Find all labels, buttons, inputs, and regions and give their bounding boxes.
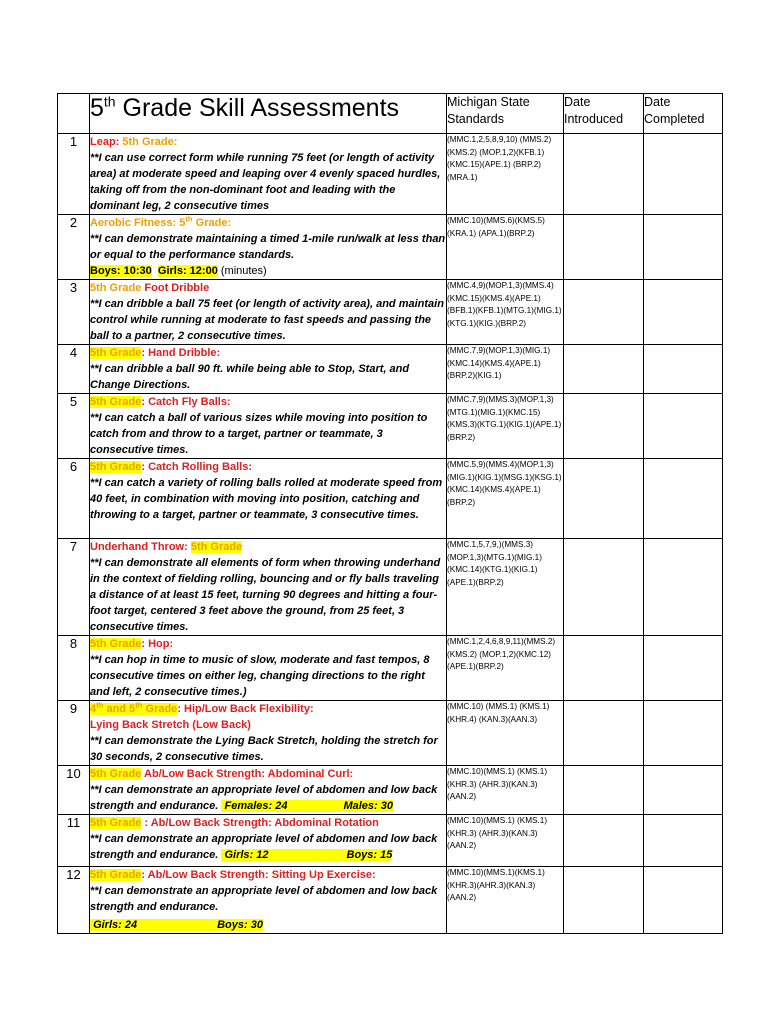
skill-cell (90, 539, 447, 636)
date-introduced-cell[interactable] (564, 345, 644, 394)
skill-cell (90, 766, 447, 815)
date-completed-cell[interactable] (644, 134, 723, 215)
table-row (58, 636, 723, 701)
table-row (58, 701, 723, 766)
score-line (90, 915, 446, 933)
male-score: Males: 30 (343, 800, 393, 812)
score-target (221, 849, 392, 861)
date-introduced-cell[interactable] (564, 766, 644, 815)
skill-title: Leap: 5th Grade: (90, 136, 178, 148)
skill-description: **I can demonstrate an appropriate level of abdomen and low back strength and endurance. (90, 885, 438, 913)
skill-description: **I can catch a ball of various sizes while moving into position to catch from and throw to a target, partner or teammate, 3 consecutive times. (90, 412, 428, 456)
table-row (58, 394, 723, 459)
table-row (58, 766, 723, 815)
skill-title: Underhand Throw: 5th Grade (90, 541, 243, 553)
score-target (221, 800, 393, 812)
skill-cell (90, 280, 447, 345)
row-number: 3 (58, 280, 90, 345)
skill-title: 5th Grade: Hand Dribble: (90, 347, 221, 359)
skill-description: **I can dribble a ball 90 ft. while being able to Stop, Start, and Change Directions. (90, 363, 410, 391)
girls-score: Girls: 12 (224, 849, 269, 861)
skill-assessment-table (57, 93, 723, 934)
skill-title: 5th Grade Ab/Low Back Strength: Abdominal Curl: (90, 768, 354, 780)
standards-cell: (MMC.4,9)(MOP.1,3)(MMS.4)(KMC.15)(KMS.4)(APE.1) (BFB.1)(KFB.1)(MTG.1)(MIG.1)(KTG.1)(KIG.)(BRP.2) (447, 280, 564, 345)
row-number: 5 (58, 394, 90, 459)
skill-description: **I can hop in time to music of slow, moderate and fast tempos, 8 consecutive times on either leg, changing directions to the right and left, 2 consecutive times.) (90, 654, 430, 698)
row-number: 10 (58, 766, 90, 815)
table-row (58, 215, 723, 280)
table-row (58, 345, 723, 394)
standards-cell: (MMC.10) (MMS.1) (KMS.1)(KHR.4) (KAN.3)(AAN.3) (447, 701, 564, 766)
row-number: 1 (58, 134, 90, 215)
standards-cell: (MMC.1,2,5,8,9,10) (MMS.2)(KMS.2) (MOP.1,2)(KFB.1) (KMC.15)(APE.1) (BRP.2)(MRA.1) (447, 134, 564, 215)
table-row (58, 134, 723, 215)
date-completed-cell[interactable] (644, 539, 723, 636)
skill-cell (90, 459, 447, 539)
date-introduced-cell[interactable] (564, 539, 644, 636)
skill-cell (90, 215, 447, 280)
girls-time: Girls: 12:00 (157, 265, 218, 277)
row-number: 6 (58, 459, 90, 539)
skill-title: 5th Grade: Ab/Low Back Strength: Sitting Up Exercise: (90, 869, 376, 881)
date-completed-cell[interactable] (644, 701, 723, 766)
row-number: 9 (58, 701, 90, 766)
date-completed-cell[interactable] (644, 345, 723, 394)
standards-cell: (MMC.7,9)(MOP.1,3)(MIG.1)(KMC.14)(KMS.4)(APE.1)(BRP.2)(KIG.1) (447, 345, 564, 394)
skill-title: 5th Grade : Ab/Low Back Strength: Abdominal Rotation (90, 817, 379, 829)
date-completed-cell[interactable] (644, 215, 723, 280)
skill-description: **I can demonstrate all elements of form when throwing underhand in the context of fielding rolling, bouncing and or fly balls traveling a distance of at least 15 feet, turning 90 degrees and hitting a four-foot target, centered 3 feet above the ground, from 25 feet, 3 consecutive times. (90, 557, 441, 633)
skill-title: 5th Grade: Hop: (90, 638, 174, 650)
date-introduced-cell[interactable] (564, 134, 644, 215)
table-row (58, 867, 723, 934)
date-completed-cell[interactable] (644, 459, 723, 539)
date-introduced-cell[interactable] (564, 280, 644, 345)
standards-cell: (MMC.1,5,7,9,)(MMS.3)(MOP.1,3)(MTG.1)(MIG.1)(KMC.14)(KTG.1)(KIG.1)(APE.1)(BRP.2) (447, 539, 564, 636)
header-num-cell (58, 94, 90, 134)
date-completed-cell[interactable] (644, 636, 723, 701)
skill-title: 5th Grade: Catch Fly Balls: (90, 396, 231, 408)
row-number: 12 (58, 867, 90, 934)
skill-cell (90, 134, 447, 215)
date-introduced-cell[interactable] (564, 215, 644, 280)
date-introduced-cell[interactable] (564, 867, 644, 934)
date-introduced-cell[interactable] (564, 701, 644, 766)
skill-description: **I can use correct form while running 75 feet (or length of activity area) at moderate speed and leaping over 4 evenly spaced hurdles, taking off from the non-dominant foot and leading with the dominant leg, 2 consecutive times (90, 152, 441, 212)
skill-cell (90, 867, 447, 934)
date-introduced-cell[interactable] (564, 815, 644, 867)
skill-cell (90, 345, 447, 394)
skill-title: 4th and 5th Grade: Hip/Low Back Flexibility: (90, 700, 314, 715)
row-number: 4 (58, 345, 90, 394)
date-completed-cell[interactable] (644, 280, 723, 345)
row-number: 11 (58, 815, 90, 867)
boys-time: Boys: 10:30 (90, 265, 152, 277)
boys-score: Boys: 15 (346, 849, 393, 861)
time-unit: (minutes) (220, 265, 267, 277)
header-standards: Michigan State Standards (447, 94, 564, 134)
skill-title: 5th Grade Foot Dribble (90, 282, 210, 294)
date-introduced-cell[interactable] (564, 636, 644, 701)
standards-cell: (MMC.10)(MMS.1) (KMS.1)(KHR.3) (AHR.3)(KAN.3)(AAN.2) (447, 766, 564, 815)
date-completed-cell[interactable] (644, 766, 723, 815)
page-title: 5th Grade Skill Assessments (90, 94, 447, 134)
standards-cell: (MMC.10)(MMS.6)(KMS.5)(KRA.1) (APA.1)(BRP.2) (447, 215, 564, 280)
row-number: 2 (58, 215, 90, 280)
skill-description: **I can demonstrate the Lying Back Stretch, holding the stretch for 30 seconds, 2 consecutive times. (90, 735, 438, 763)
standards-cell: (MMC.7,9)(MMS.3)(MOP.1,3)(MTG.1)(MIG.1)(KMC.15)(KMS.3)(KTG.1)(KIG.1)(APE.1)(BRP.2) (447, 394, 564, 459)
skill-cell (90, 636, 447, 701)
row-number: 8 (58, 636, 90, 701)
skill-description: **I can demonstrate maintaining a timed 1-mile run/walk at less than or equal to the performance standards. (90, 233, 446, 261)
skill-title: 5th Grade: Catch Rolling Balls: (90, 461, 252, 473)
skill-description: **I can dribble a ball 75 feet (or length of activity area), and maintain control while running at moderate to fast speeds and passing the ball to a partner, 2 consecutive times. (90, 298, 444, 342)
header-row (58, 94, 723, 134)
skill-description: **I can demonstrate an appropriate level of abdomen and low back strength and endurance. Females: 24 Males: 30 (90, 784, 438, 812)
standards-cell: (MMC.10)(MMS.1) (KMS.1)(KHR.3) (AHR.3)(KAN.3) (AAN.2) (447, 815, 564, 867)
skill-description: **I can catch a variety of rolling balls rolled at moderate speed from 40 feet, in combination with moving into position, catching and throwing to a target, partner or teammate, 3 consecutive times. (90, 477, 443, 521)
standards-cell: (MMC.5,9)(MMS.4)(MOP.1,3) (MIG.1)(KIG.1)(MSG.1)(KSG.1) (KMC.14)(KMS.4)(APE.1)(BRP.2) (447, 459, 564, 539)
date-completed-cell[interactable] (644, 867, 723, 934)
date-completed-cell[interactable] (644, 394, 723, 459)
table-row (58, 815, 723, 867)
table-row (58, 280, 723, 345)
girls-score: Girls: 24 (93, 919, 138, 931)
date-introduced-cell[interactable] (564, 459, 644, 539)
table-row (58, 539, 723, 636)
skill-subtitle: Lying Back Stretch (Low Back) (90, 719, 251, 731)
skill-cell (90, 394, 447, 459)
skill-title: Aerobic Fitness: 5th Grade: (90, 214, 232, 229)
boys-score: Boys: 30 (217, 919, 263, 931)
date-completed-cell[interactable] (644, 815, 723, 867)
score-target (90, 919, 263, 931)
table-row (58, 459, 723, 539)
skill-cell (90, 815, 447, 867)
female-score: Females: 24 (224, 800, 288, 812)
standards-cell: (MMC.10)(MMS.1)(KMS.1)(KHR.3)(AHR.3)(KAN.3)(AAN.2) (447, 867, 564, 934)
skill-cell (90, 701, 447, 766)
header-date-completed: Date Completed (644, 94, 723, 134)
performance-standard (90, 263, 446, 279)
standards-cell: (MMC.1,2,4,6,8,9,11)(MMS.2)(KMS.2) (MOP.1,2)(KMC.12)(APE.1)(BRP.2) (447, 636, 564, 701)
skill-description: **I can demonstrate an appropriate level of abdomen and low back strength and endurance. Girls: 12 Boys: 15 (90, 833, 438, 861)
date-introduced-cell[interactable] (564, 394, 644, 459)
header-date-introduced: Date Introduced (564, 94, 644, 134)
row-number: 7 (58, 539, 90, 636)
